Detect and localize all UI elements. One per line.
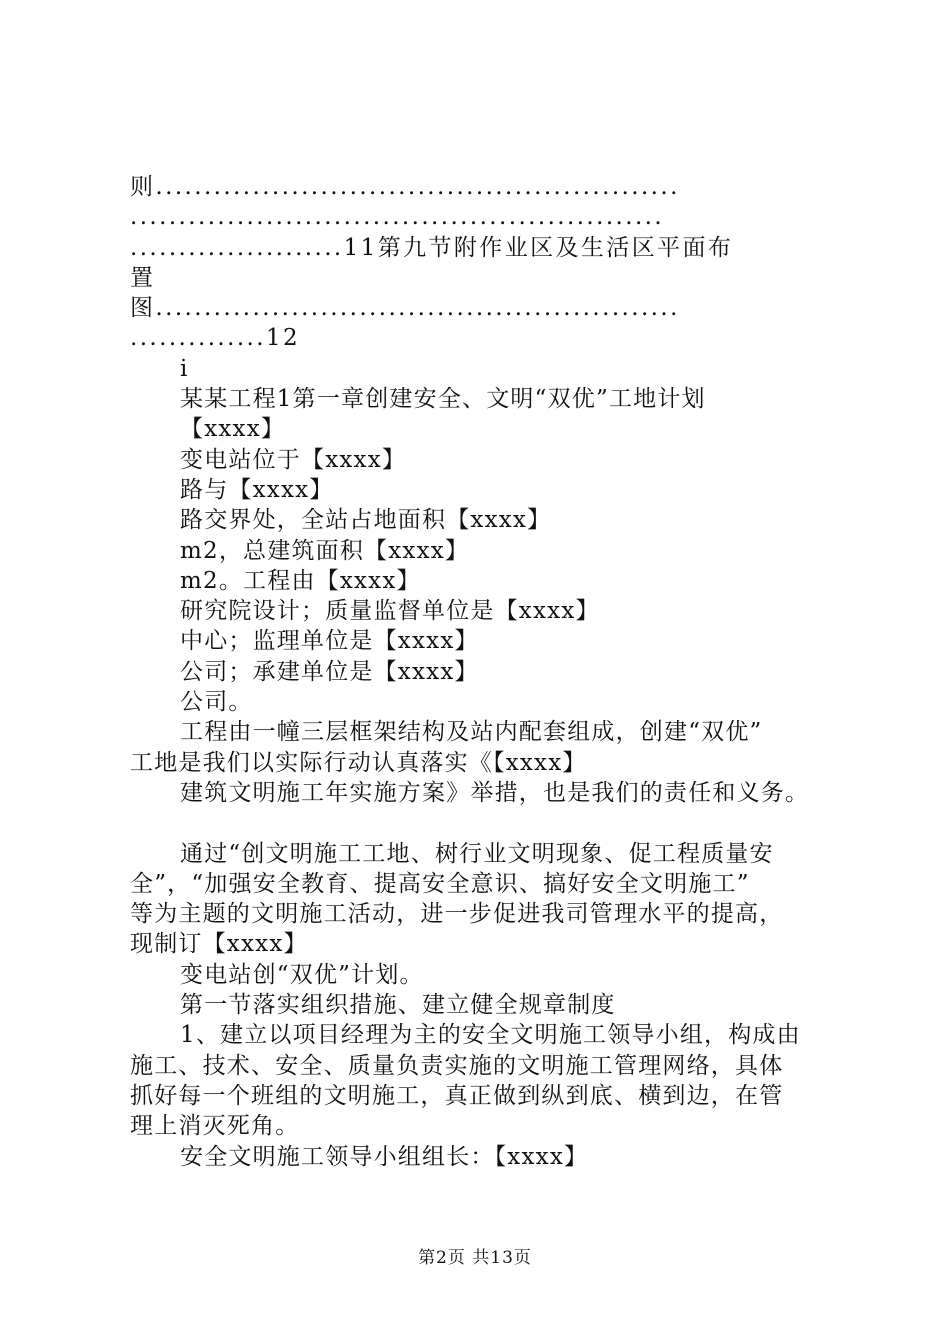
text-line: 第一节落实组织措施、建立健全规章制度: [180, 992, 616, 1019]
text-line: 全”，“加强安全教育、提高安全意识、搞好安全文明施工”: [130, 870, 750, 897]
text-line: 路交界处，全站占地面积【xxxx】: [180, 507, 552, 534]
text-line: 公司。: [180, 689, 253, 716]
blank-line: [130, 808, 830, 838]
text-line: .......................................................: [130, 204, 665, 231]
text-line: 工程由一幢三层框架结构及站内配套组成，创建“双优”: [180, 719, 763, 746]
text-line: m2。工程由【xxxx】: [180, 567, 421, 594]
text-line: 工地是我们以实际行动认真落实《【xxxx】: [130, 749, 587, 776]
text-line: 研究院设计；质量监督单位是【xxxx】: [180, 598, 600, 625]
text-line: 【xxxx】: [180, 416, 286, 443]
text-line: m2，总建筑面积【xxxx】: [180, 537, 470, 564]
text-line: 现制订【xxxx】: [130, 931, 308, 958]
page-footer: 第2页 共13页: [418, 1248, 532, 1268]
text-line: 通过“创文明施工工地、树行业文明现象、促工程质量安: [180, 840, 774, 867]
text-line: 某某工程1第一章创建安全、文明“双优”工地计划: [180, 386, 706, 413]
text-line: 置: [130, 264, 156, 291]
text-line: ......................11第九节附作业区及生活区平面布: [130, 234, 734, 261]
text-line: 等为主题的文明施工活动，进一步促进我司管理水平的提高，: [130, 901, 784, 928]
document-body: [130, 172, 830, 1172]
text-line: 则......................................................: [130, 174, 680, 200]
text-line: 理上消灭死角。: [130, 1113, 300, 1140]
text-line: 图......................................................: [130, 295, 680, 322]
text-line: 抓好每一个班组的文明施工，真正做到纵到底、横到边，在管: [130, 1082, 784, 1109]
text-line: 变电站创“双优”计划。: [180, 961, 424, 988]
text-line: ..............12: [130, 325, 301, 352]
text-line: 变电站位于【xxxx】: [180, 446, 407, 473]
text-line: 公司；承建单位是【xxxx】: [180, 658, 479, 685]
text-line: 施工、技术、安全、质量负责实施的文明施工管理网络，具体: [130, 1052, 784, 1079]
text-line: 建筑文明施工年实施方案》举措，也是我们的责任和义务。: [180, 779, 810, 806]
text-line: i: [180, 355, 189, 382]
text-line: 1、建立以项目经理为主的安全文明施工领导小组，构成由: [180, 1022, 801, 1049]
text-line: 安全文明施工领导小组组长：【xxxx】: [180, 1143, 589, 1170]
text-line: 路与【xxxx】: [180, 476, 334, 503]
text-line: 中心；监理单位是【xxxx】: [180, 628, 479, 655]
